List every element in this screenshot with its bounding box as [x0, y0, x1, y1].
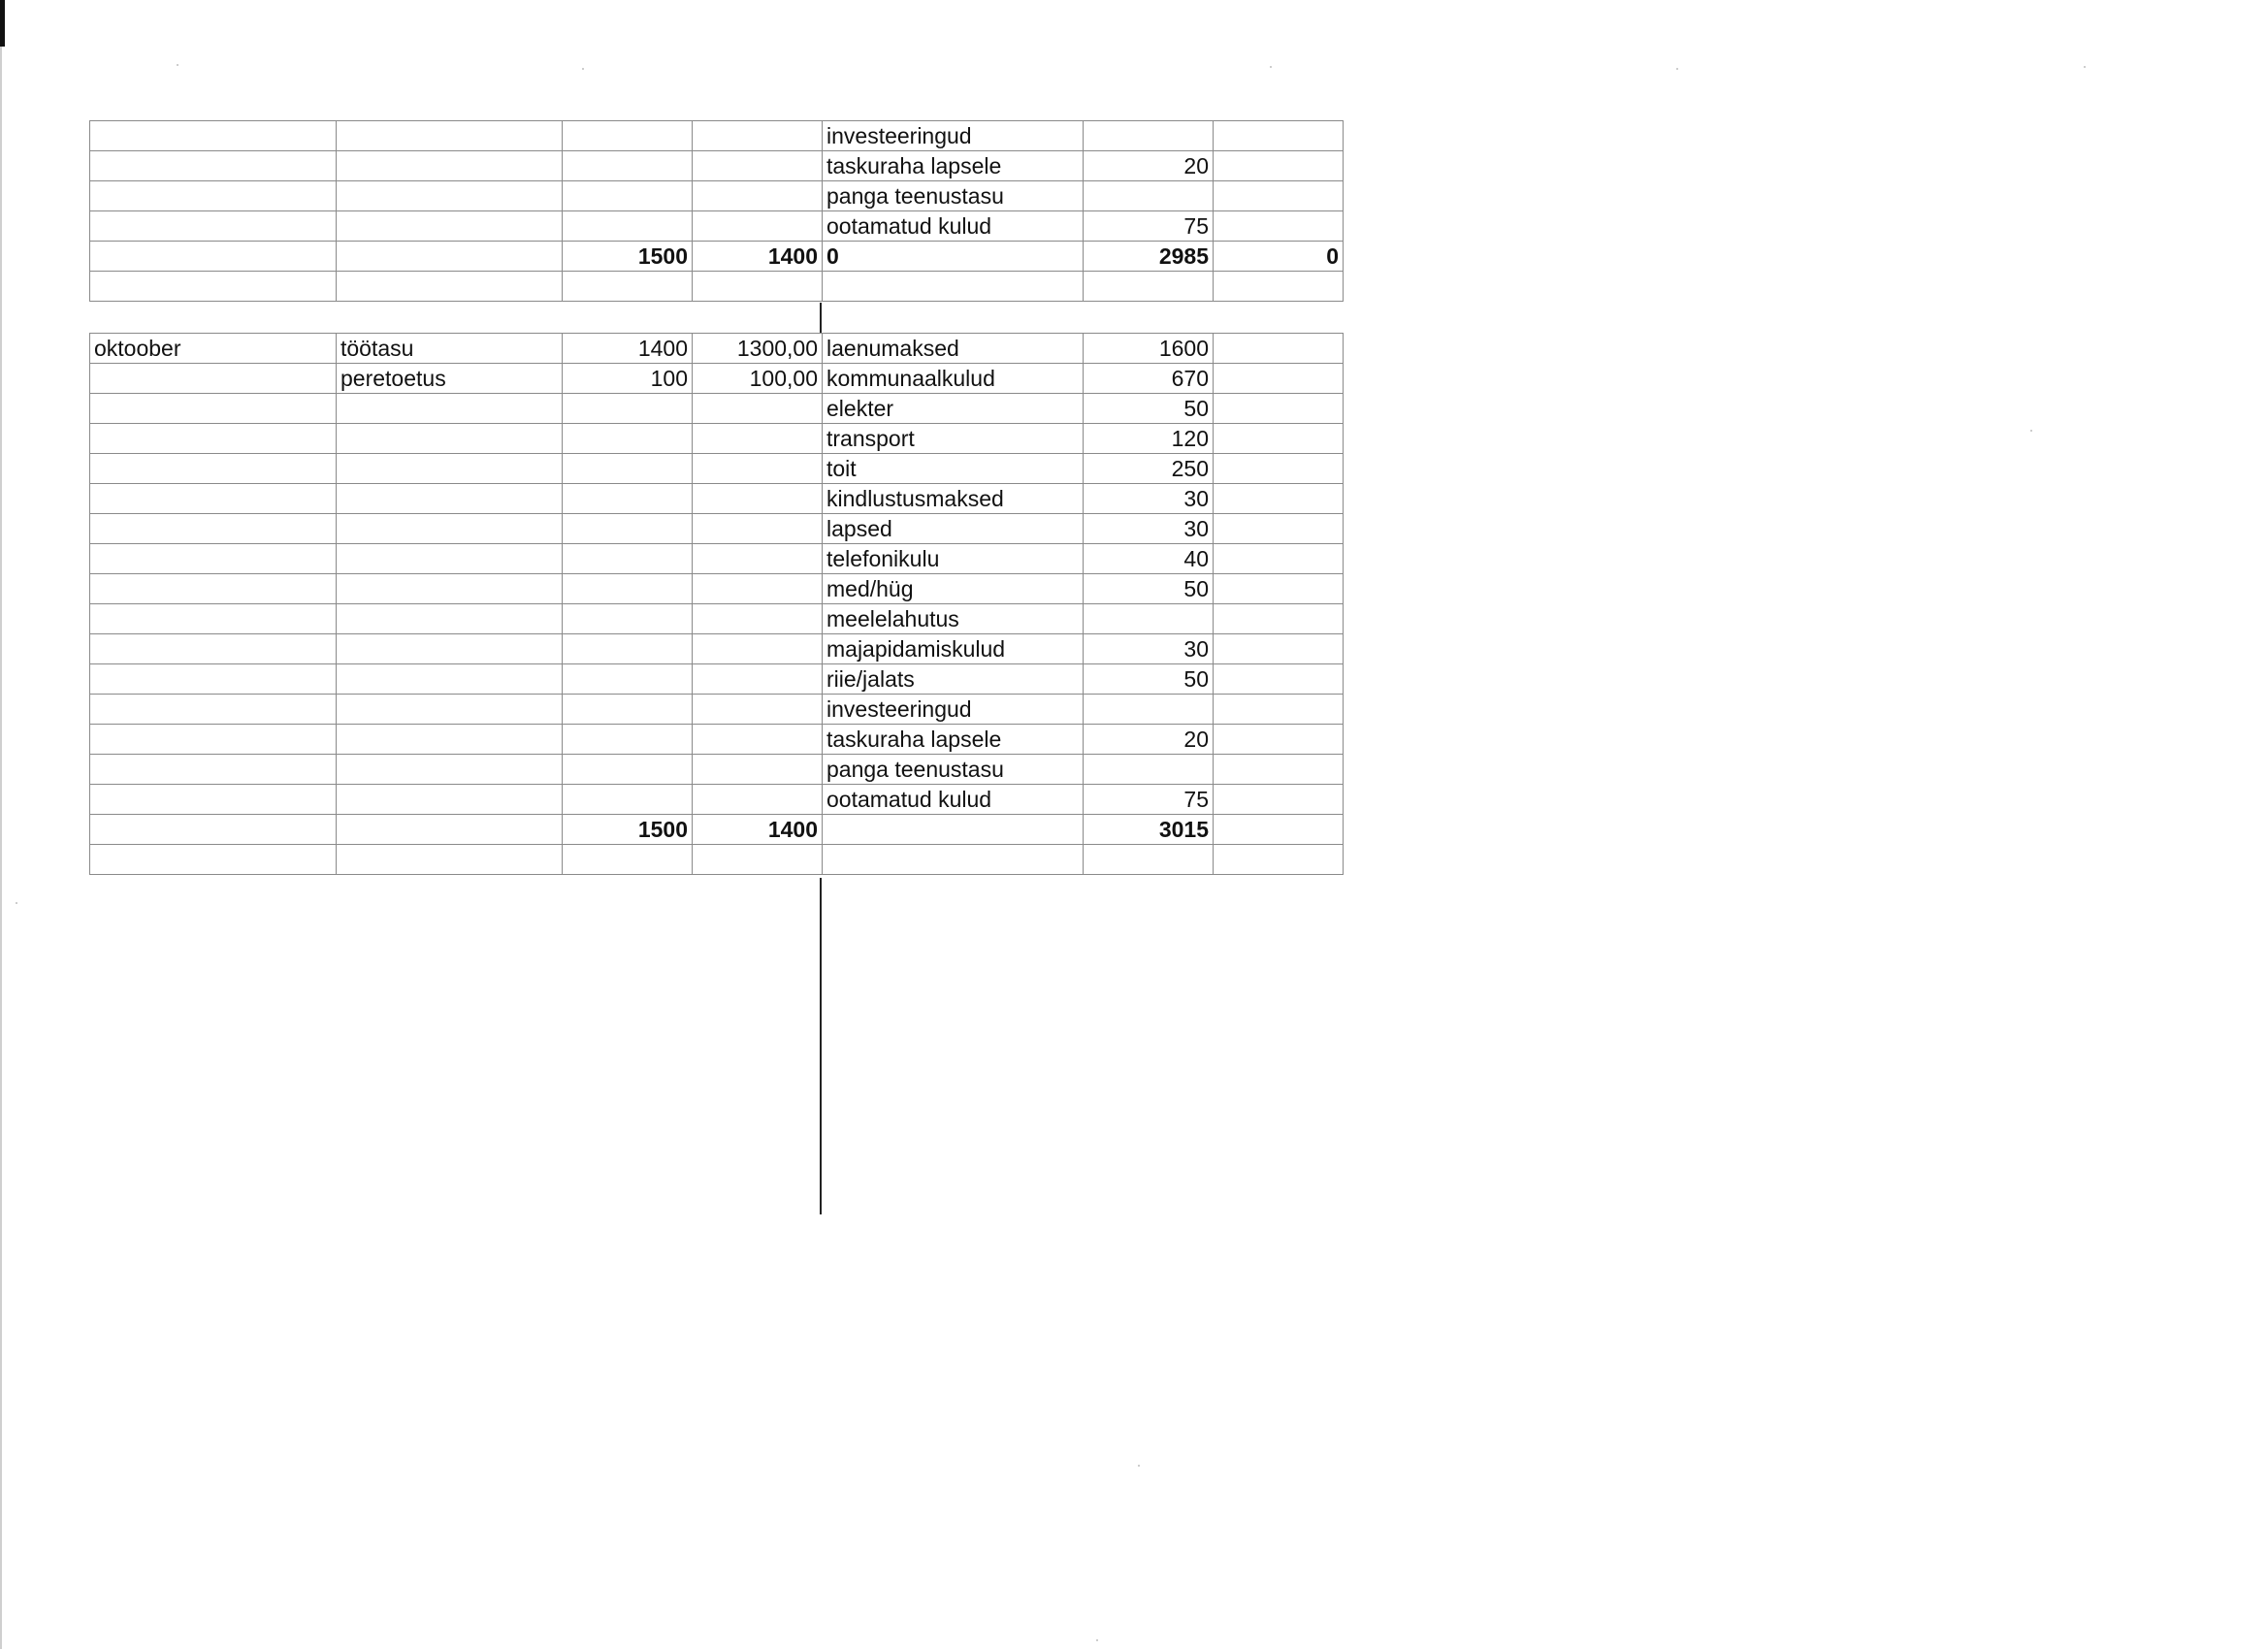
table-cell — [1214, 725, 1344, 755]
table-cell — [90, 151, 337, 181]
table-cell — [337, 484, 563, 514]
table-cell — [337, 242, 563, 272]
table-cell: 40 — [1084, 544, 1214, 574]
table-cell: meelelahutus — [823, 604, 1084, 634]
table-cell — [337, 121, 563, 151]
table-cell — [90, 604, 337, 634]
table-cell: 30 — [1084, 634, 1214, 664]
table-cell — [563, 211, 693, 242]
table-cell: laenumaksed — [823, 334, 1084, 364]
table-cell — [563, 514, 693, 544]
table-cell — [823, 815, 1084, 845]
table-cell: 100,00 — [693, 364, 823, 394]
table-cell — [1214, 334, 1344, 364]
table-cell: 75 — [1084, 785, 1214, 815]
table-row — [90, 334, 1344, 364]
table-row — [90, 424, 1344, 454]
total-row — [90, 242, 1344, 272]
table-cell — [337, 725, 563, 755]
table-cell — [1214, 484, 1344, 514]
table-cell: 1500 — [563, 242, 693, 272]
table-row — [90, 151, 1344, 181]
table-cell — [337, 695, 563, 725]
table-cell: 100 — [563, 364, 693, 394]
table-cell — [1214, 695, 1344, 725]
table-cell: 1400 — [693, 242, 823, 272]
table-cell — [90, 242, 337, 272]
table-row — [90, 394, 1344, 424]
table-cell — [90, 484, 337, 514]
table-cell — [90, 634, 337, 664]
table-cell — [1084, 181, 1214, 211]
table-row — [90, 544, 1344, 574]
empty-row — [90, 272, 1344, 302]
table-cell — [693, 484, 823, 514]
scan-edge-mark — [0, 0, 5, 47]
table-cell — [1214, 454, 1344, 484]
scan-speck — [1138, 1465, 1140, 1467]
table-cell: kindlustusmaksed — [823, 484, 1084, 514]
table-row — [90, 755, 1344, 785]
table-row — [90, 574, 1344, 604]
table-cell — [337, 544, 563, 574]
table-cell — [90, 574, 337, 604]
table-row — [90, 725, 1344, 755]
table-cell — [1214, 272, 1344, 302]
table-cell — [693, 544, 823, 574]
table-cell — [1214, 785, 1344, 815]
table-cell — [90, 845, 337, 875]
table-cell: 50 — [1084, 574, 1214, 604]
table-cell: peretoetus — [337, 364, 563, 394]
table-cell — [90, 121, 337, 151]
table-cell — [823, 845, 1084, 875]
table-cell — [90, 394, 337, 424]
table-cell — [693, 785, 823, 815]
table-cell — [1214, 151, 1344, 181]
table-cell — [693, 272, 823, 302]
table-cell — [90, 454, 337, 484]
table-cell — [90, 211, 337, 242]
table-cell: med/hüg — [823, 574, 1084, 604]
table-cell — [693, 151, 823, 181]
table-cell — [90, 272, 337, 302]
table-cell — [1214, 394, 1344, 424]
table-cell: riie/jalats — [823, 664, 1084, 695]
table-cell — [693, 394, 823, 424]
table-row — [90, 664, 1344, 695]
table-cell — [90, 785, 337, 815]
table-row — [90, 364, 1344, 394]
table-cell: 250 — [1084, 454, 1214, 484]
scan-speck — [582, 68, 584, 70]
table-cell — [337, 181, 563, 211]
table-cell — [1084, 755, 1214, 785]
table-row — [90, 604, 1344, 634]
table-cell — [90, 181, 337, 211]
scan-speck — [1096, 1639, 1098, 1641]
table-row — [90, 484, 1344, 514]
table-cell — [563, 394, 693, 424]
table-cell: oktoober — [90, 334, 337, 364]
table-cell — [563, 785, 693, 815]
table-cell — [1214, 364, 1344, 394]
table-cell — [693, 514, 823, 544]
table-cell — [1214, 544, 1344, 574]
scan-speck — [1270, 66, 1272, 68]
table-cell: panga teenustasu — [823, 181, 1084, 211]
table-row — [90, 634, 1344, 664]
table-cell — [563, 544, 693, 574]
table-cell — [90, 544, 337, 574]
table-cell: 30 — [1084, 514, 1214, 544]
table-cell — [1214, 181, 1344, 211]
table-cell — [693, 634, 823, 664]
table-cell: taskuraha lapsele — [823, 151, 1084, 181]
table-row — [90, 211, 1344, 242]
table-cell — [90, 725, 337, 755]
table-cell — [337, 604, 563, 634]
table-cell — [1214, 514, 1344, 544]
table-cell — [337, 272, 563, 302]
table-cell — [1084, 604, 1214, 634]
table-cell: telefonikulu — [823, 544, 1084, 574]
table-cell — [563, 574, 693, 604]
table-cell: 50 — [1084, 394, 1214, 424]
table-cell — [1214, 574, 1344, 604]
table-cell: ootamatud kulud — [823, 785, 1084, 815]
table-cell: 1500 — [563, 815, 693, 845]
table-cell: lapsed — [823, 514, 1084, 544]
table-cell: 1400 — [563, 334, 693, 364]
table-cell: panga teenustasu — [823, 755, 1084, 785]
table-cell — [693, 424, 823, 454]
scan-speck — [2084, 66, 2086, 68]
table-cell — [1214, 211, 1344, 242]
table-cell — [1084, 272, 1214, 302]
table-cell — [563, 454, 693, 484]
table-cell — [90, 815, 337, 845]
table-cell — [693, 845, 823, 875]
table-cell: 670 — [1084, 364, 1214, 394]
table-row — [90, 121, 1344, 151]
table-cell — [563, 484, 693, 514]
table-cell — [337, 664, 563, 695]
table-cell — [693, 181, 823, 211]
table-cell — [823, 272, 1084, 302]
table-cell: elekter — [823, 394, 1084, 424]
table-cell — [1214, 755, 1344, 785]
table-cell — [563, 272, 693, 302]
table-cell — [563, 151, 693, 181]
table-cell — [563, 664, 693, 695]
budget-table-october — [89, 333, 1344, 875]
table-cell — [90, 664, 337, 695]
table-cell — [693, 664, 823, 695]
table-cell — [563, 424, 693, 454]
table-row — [90, 785, 1344, 815]
table-cell: töötasu — [337, 334, 563, 364]
table-cell — [1084, 695, 1214, 725]
table-cell — [563, 121, 693, 151]
table-cell — [337, 755, 563, 785]
table-cell — [563, 181, 693, 211]
table-cell — [337, 574, 563, 604]
table-cell — [90, 755, 337, 785]
table-cell — [337, 845, 563, 875]
column-divider-line — [820, 878, 822, 1214]
scan-edge-line — [0, 47, 2, 1649]
table-cell: majapidamiskulud — [823, 634, 1084, 664]
table-cell — [1084, 121, 1214, 151]
table-row — [90, 181, 1344, 211]
table-cell — [563, 725, 693, 755]
table-cell: 50 — [1084, 664, 1214, 695]
table-row — [90, 514, 1344, 544]
table-cell — [1214, 604, 1344, 634]
table-cell — [693, 725, 823, 755]
table-cell: kommunaalkulud — [823, 364, 1084, 394]
budget-table-previous-month — [89, 120, 1344, 302]
table-row — [90, 695, 1344, 725]
table-cell: investeeringud — [823, 121, 1084, 151]
table-cell — [90, 695, 337, 725]
table-cell — [693, 574, 823, 604]
table-cell: 3015 — [1084, 815, 1214, 845]
total-row — [90, 815, 1344, 845]
table-cell — [337, 424, 563, 454]
table-cell: 120 — [1084, 424, 1214, 454]
table-cell — [563, 695, 693, 725]
scan-speck — [1676, 68, 1678, 70]
table-cell — [1214, 664, 1344, 695]
table-cell: 20 — [1084, 725, 1214, 755]
table-cell: 2985 — [1084, 242, 1214, 272]
table-cell: 1600 — [1084, 334, 1214, 364]
table-cell — [1214, 121, 1344, 151]
table-cell — [337, 815, 563, 845]
table-cell — [693, 211, 823, 242]
table-cell: 30 — [1084, 484, 1214, 514]
table-cell — [337, 151, 563, 181]
table-cell: 75 — [1084, 211, 1214, 242]
table-cell — [90, 424, 337, 454]
table-cell — [1214, 845, 1344, 875]
table-cell: 1300,00 — [693, 334, 823, 364]
table-cell — [1214, 815, 1344, 845]
column-divider-line — [820, 303, 822, 333]
table-cell — [693, 755, 823, 785]
table-cell: transport — [823, 424, 1084, 454]
table-cell — [337, 785, 563, 815]
table-cell: 1400 — [693, 815, 823, 845]
table-cell: 0 — [823, 242, 1084, 272]
table-cell — [90, 514, 337, 544]
table-cell — [1214, 424, 1344, 454]
table-cell: ootamatud kulud — [823, 211, 1084, 242]
table-cell — [337, 394, 563, 424]
table-cell: toit — [823, 454, 1084, 484]
table-cell — [563, 634, 693, 664]
table-cell — [693, 604, 823, 634]
table-cell — [337, 454, 563, 484]
table-cell: 20 — [1084, 151, 1214, 181]
scan-speck — [16, 902, 17, 904]
table-cell — [337, 634, 563, 664]
table-cell: 0 — [1214, 242, 1344, 272]
table-cell: investeeringud — [823, 695, 1084, 725]
table-cell — [337, 514, 563, 544]
empty-row — [90, 845, 1344, 875]
scan-speck — [177, 64, 178, 66]
table-cell — [693, 454, 823, 484]
table-cell — [1214, 634, 1344, 664]
table-cell — [90, 364, 337, 394]
table-cell — [693, 695, 823, 725]
scan-speck — [2030, 430, 2032, 432]
table-cell: taskuraha lapsele — [823, 725, 1084, 755]
table-cell — [563, 845, 693, 875]
table-cell — [563, 755, 693, 785]
table-cell — [1084, 845, 1214, 875]
table-cell — [563, 604, 693, 634]
table-cell — [693, 121, 823, 151]
table-cell — [337, 211, 563, 242]
table-row — [90, 454, 1344, 484]
